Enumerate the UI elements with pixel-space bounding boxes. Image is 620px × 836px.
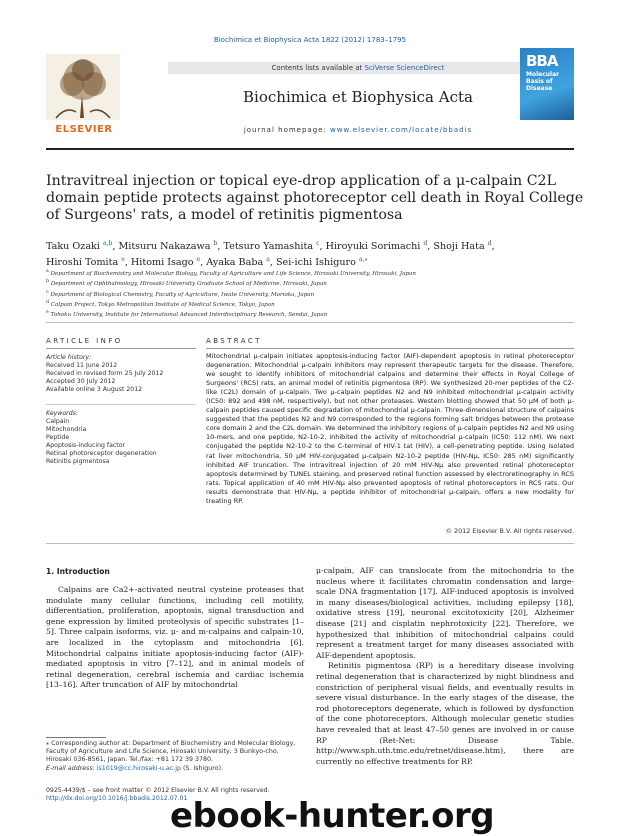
author-separator: , (200, 257, 207, 269)
author-name: Hitomi Isago (130, 257, 194, 269)
keyword: Mitochondria (46, 426, 87, 433)
right-column (316, 566, 574, 767)
author-name: Ayaka Baba (206, 257, 264, 269)
author-affiliation-marker[interactable]: d (423, 240, 428, 247)
section-heading: 1. Introduction (46, 567, 110, 576)
author-affiliation-marker[interactable]: e (121, 256, 125, 264)
history-item: Available online 3 August 2012 (46, 386, 143, 393)
cover-subtitle: Molecular Basis of Disease (526, 71, 560, 92)
homepage-prefix: journal homepage: (243, 126, 331, 134)
contents-bar (168, 62, 548, 74)
article-info-heading: ARTICLE INFO (46, 337, 123, 345)
author-affiliation-marker[interactable]: a (266, 256, 270, 264)
author-affiliation-marker[interactable]: b (213, 240, 218, 247)
section-divider (46, 322, 574, 323)
affiliation (46, 289, 574, 299)
author-affiliation-marker[interactable]: a,b (103, 240, 113, 247)
author-separator: , (269, 257, 276, 269)
affiliation-text: Department of Biological Chemistry, Faculty of Agriculture, Iwate University, Morioka, Japan (48, 291, 315, 298)
abstract-divider (46, 543, 574, 544)
journal-title: Biochimica et Biophysica Acta (243, 88, 473, 106)
affiliation-text: Department of Ophthalmology, Hirosaki University Graduate School of Medicine, Hirosaki, Japan (48, 281, 327, 288)
homepage-link[interactable]: www.elsevier.com/locate/bbadis (330, 126, 473, 134)
author-name: Shoji Hata (433, 241, 485, 253)
keyword: Retinitis pigmentosa (46, 458, 110, 465)
abstract-text: Mitochondrial μ-calpain initiates apoptosis-inducing factor (AIF)-dependent apoptosis in retinal photoreceptor degeneration. Mitochondrial μ-calpain inhibitors may represent therapeutic targets for the disease. Therefore, we sought to identify inhibitors of mitochondrial calpains and determine their effects in Royal College of Surgeons' (RCS) rats, an animal model of retinitis pigmentosa (RP). We synthesized 20-mer peptides of the C2-like (C2L) domain of μ-calpain. Two μ-calpain peptides N2 and N9 inhibited mitochondrial μ-calpain activity (IC50: 892 and 498 nM, respectively), but not other proteases. Western blotting showed that 50 μM of both μ-calpain peptides caused specific degradation of mitochondrial μ-calpain. Three-dimensional structure of calpains suggested that the peptides N2 and N9 corresponded to the regions forming salt bridges between the protease core domain 2 and the C2L domain. We determined the inhibitory regions of μ-calpain peptides N2 and N9 using 10-mers, and one peptide, N2-10-2, inhibited the activity of mitochondrial μ-calpain (IC50: 112 nM). We next conjugated the peptide N2-10-2 to the C-terminal of HIV-1 tat (HIV), a cell-penetrating peptide. Using isolated rat liver mitochondria, 50 μM HIV-conjugated μ-calpain N2-10-2 peptide (HIV-Nμ, IC50: 285 nM) significantly inhibited AIF truncation. The intravitreal injection of 20 mM HIV-Nμ also prevented retinal photoreceptor apoptosis determined by TUNEL staining, and preserved retinal function assessed by electroretinography in RCS rats. Topical application of 40 mM HIV-Nμ also prevented apoptosis of retinal photoreceptors in RCS rats. Our results demonstrate that HIV-Nμ, a peptide inhibitor of mitochondrial μ-calpain, offers a new modality for treating RP. (206, 352, 574, 505)
journal-homepage (168, 126, 548, 134)
affiliation-list (46, 268, 574, 319)
corresponding-author-text: ⁎ Corresponding author at: Department of Biochemistry and Molecular Biology, Faculty of Agriculture and Life Science, Hirosaki University, 3 Bunkyo-cho, Hirosaki 036-8561, Japan. Tel./fax: +81 172 39 3780. (46, 740, 296, 764)
left-column (46, 585, 304, 691)
history-item: Accepted 30 July 2012 (46, 378, 116, 385)
article-title: Intravitreal injection or topical eye-drop application of a μ-calpain C2L domain peptide protects against photoreceptor cell death in Royal College of Surgeons' rats, a model of retinitis pigmentosa (46, 173, 584, 223)
author[interactable] (276, 257, 368, 268)
author-separator: , (491, 241, 495, 253)
issn-line: 0925-4439/$ – see front matter © 2012 Elsevier B.V. All rights reserved. (46, 787, 270, 794)
keyword: Apoptosis-inducing factor (46, 442, 126, 449)
journal-header (46, 52, 574, 140)
affiliation (46, 268, 574, 278)
affiliation (46, 278, 574, 288)
keywords-label: Keywords: (46, 410, 78, 417)
footnote-rule (46, 737, 106, 738)
corresponding-author-footnote (46, 740, 304, 773)
copyright-notice: © 2012 Elsevier B.V. All rights reserved. (445, 527, 574, 535)
author[interactable] (206, 257, 276, 268)
abstract-rule (206, 348, 574, 349)
email-suffix: (S. Ishiguro). (180, 764, 224, 772)
author-name: Hiroshi Tomita (46, 257, 119, 269)
author-separator: , (217, 241, 224, 253)
affiliation-text: Calpain Project, Tokyo Metropolitan Institute of Medical Science, Tokyo, Japan (48, 301, 275, 308)
author[interactable] (433, 241, 494, 252)
author-name: Taku Ozaki (46, 241, 100, 253)
email-label: E-mail address: (46, 764, 97, 772)
email-line (46, 765, 304, 773)
author-affiliation-marker[interactable]: a,⁎ (358, 256, 368, 264)
affiliation-marker: b (46, 279, 49, 285)
author[interactable] (326, 241, 434, 252)
contents-prefix: Contents lists available at (271, 64, 365, 72)
author[interactable] (131, 257, 206, 268)
intro-paragraph-continued: μ-calpain, AIF can translocate from the mitochondria to the nucleus where it facilitates chromatin condensation and large-scale DNA fragmentation [17]. AIF-induced apoptosis is involved in many diseases/biological activities, including epilepsy [18], oxidative stress [19], neuronal excitotoxicity [20], Alzheimer disease [21] and cisplatin nephrotoxicity [22]. Therefore, we hypothesized that inhibition of mitochondrial calpains could represent a treatment target for many diseases associated with AIF-dependent apoptosis. (316, 566, 574, 660)
history-item: Received in revised form 25 July 2012 (46, 370, 164, 377)
author-affiliation-marker[interactable]: d (487, 240, 492, 247)
journal-reference[interactable]: Biochimica et Biophysica Acta 1822 (2012) 1783–1795 (213, 36, 407, 44)
history-label: Article history: (46, 354, 92, 361)
author[interactable] (46, 241, 118, 252)
abstract-heading: ABSTRACT (206, 337, 262, 345)
author-list (46, 237, 574, 269)
author-affiliation-marker[interactable]: e (196, 256, 201, 264)
cover-title: BBA (526, 52, 558, 70)
sciencedirect-link[interactable]: SciVerse ScienceDirect (364, 64, 445, 72)
author-separator: , (124, 257, 131, 269)
rp-paragraph: Retinitis pigmentosa (RP) is a hereditary disease involving retinal degeneration that is characterized by night blindness and constriction of peripheral visual fields, and eventually results in severe visual disturbance. In the early stages of the disease, the rod photoreceptors degenerate, which is followed by dysfunction of the cone photoreceptors. Although molecular genetic studies have revealed that at least 47–50 genes are involved in or cause RP (Ret-Net: Disease Table. http://www.sph.uth.tmc.edu/retnet/disease.htm), there are currently no effective treatments for RP. (316, 661, 574, 766)
author-separator: , (319, 241, 326, 253)
intro-paragraph: Calpains are Ca2+-activated neutral cysteine proteases that modulate many cellular functions, including cell motility, differentiation, proliferation, apoptosis, signal transduction and gene expression by limited proteolysis of specific substrates [1–5]. Three calpain isoforms, viz. μ- and m-calpains and calpain-10, are localized in the cytoplasm and mitochondria [6]. Mitochondrial calpains initiate apoptosis-inducing factor (AIF)-mediated apoptosis in vitro [7–12], and in animal models of retinal degeneration, cerebral ischemia and cardiac ischemia [13–16]. After truncation of AIF by mitochondrial (46, 585, 304, 690)
author-name: Mitsuru Nakazawa (118, 241, 211, 253)
history-item: Received 11 June 2012 (46, 362, 118, 369)
author-name: Tetsuro Yamashita (223, 241, 314, 253)
article-history (46, 354, 196, 394)
watermark: ebook-hunter.org (170, 796, 495, 836)
header-divider (46, 148, 574, 150)
info-divider (46, 404, 196, 405)
affiliation (46, 309, 574, 319)
author-separator: , (427, 241, 434, 253)
affiliation-text: Tohoku University, Institute for International Advanced Interdisciplinary Research, Sendai, Japan (48, 311, 328, 318)
affiliation-text: Department of Biochemistry and Molecular Biology, Faculty of Agriculture and Life Science, Hirosaki University, Hirosaki, Japan (48, 270, 416, 277)
author[interactable] (223, 241, 325, 252)
email-link[interactable]: is1019@cc.hirosaki-u.ac.jp (96, 764, 181, 772)
author-affiliation-marker[interactable]: c (316, 240, 320, 247)
publisher-wordmark: ELSEVIER (55, 124, 113, 135)
author[interactable] (46, 257, 131, 268)
keywords (46, 410, 196, 466)
doi-link[interactable]: http://dx.doi.org/10.1016/j.bbadis.2012.07.01 (46, 795, 188, 802)
affiliation-marker: d (46, 299, 49, 305)
affiliation-marker: a (46, 269, 49, 274)
article-info-rule (46, 348, 196, 349)
author-name: Sei-ichi Ishiguro (275, 257, 356, 269)
author[interactable] (118, 241, 223, 252)
keyword: Retinal photoreceptor degeneration (46, 450, 157, 457)
keyword: Peptide (46, 434, 70, 441)
affiliation-marker: e (46, 310, 49, 316)
author-separator: , (112, 241, 119, 253)
journal-cover (520, 48, 574, 120)
affiliation-marker: c (46, 289, 49, 295)
keyword: Calpain (46, 418, 70, 425)
affiliation (46, 299, 574, 309)
author-name: Hiroyuki Sorimachi (325, 241, 421, 253)
